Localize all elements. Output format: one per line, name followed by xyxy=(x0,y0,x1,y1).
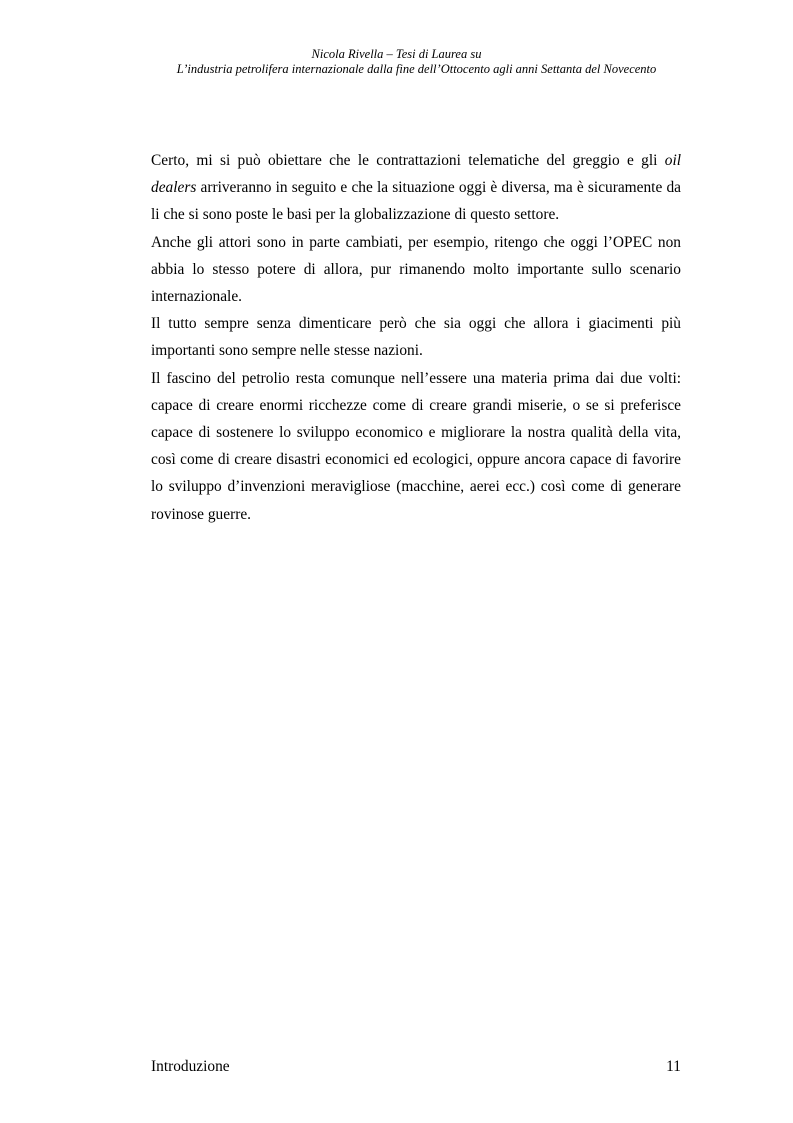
paragraph-4: Il fascino del petrolio resta comunque nell’essere una materia prima dai due volti: capace di creare enormi ricchezze come di creare grandi miserie, o se si preferisce capace di sostenere lo sviluppo economico e migliorare la nostra qualità della vita, così come di creare disastri economici ed ecologici, oppure ancora capace di favorire lo sviluppo d’invenzioni meravigliose (macchine, aerei ecc.) così come di generare rovinose guerre. xyxy=(151,369,681,523)
header-author-line: Nicola Rivella – Tesi di Laurea su xyxy=(311,47,482,61)
paragraph-2: Anche gli attori sono in parte cambiati, per esempio, ritengo che oggi l’OPEC non abbia lo stesso potere di allora, pur rimanendo molto importante sullo scenario internazionale. xyxy=(151,233,681,306)
paragraph-1-start: Certo, mi si può obiettare che le contrattazioni telematiche del greggio e gli xyxy=(151,152,665,169)
page-number: 11 xyxy=(666,1058,681,1075)
paragraph-1-end: arriveranno in seguito e che la situazione oggi è diversa, ma è sicuramente da li che si sono poste le basi per la globalizzazione di questo settore. xyxy=(151,179,681,224)
oil-dealers-term: oil dealers xyxy=(151,152,681,197)
running-header xyxy=(0,47,793,77)
body-text xyxy=(151,147,681,528)
paragraph-3: Il tutto sempre senza dimenticare però che sia oggi che allora i giacimenti più importanti sono sempre nelle stesse nazioni. xyxy=(151,315,681,360)
paragraph-1 xyxy=(151,147,681,229)
footer-section-name: Introduzione xyxy=(151,1058,230,1075)
header-title-line: L’industria petrolifera internazionale dalla fine dell’Ottocento agli anni Settanta del Novecento xyxy=(176,62,657,76)
